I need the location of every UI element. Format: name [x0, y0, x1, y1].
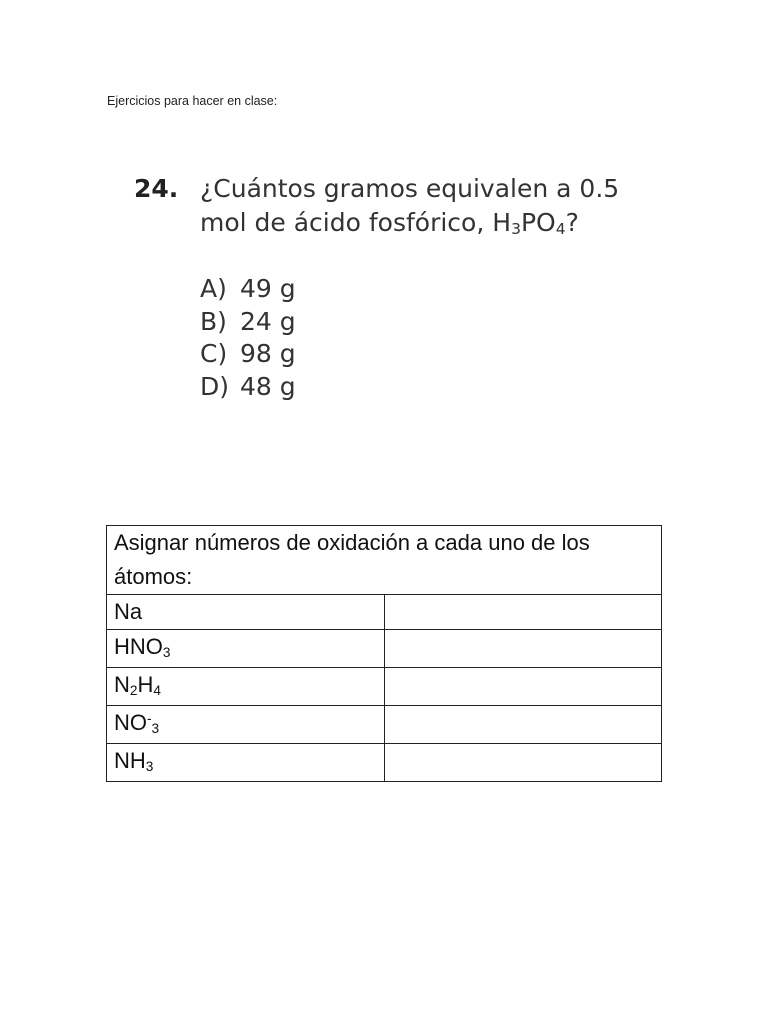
question-24 — [134, 172, 619, 403]
answer-cell[interactable] — [385, 630, 662, 668]
answer-cell[interactable] — [385, 668, 662, 706]
answer-cell[interactable] — [385, 595, 662, 630]
table-row — [107, 706, 662, 744]
formula-cell: $N_2H_4$ — [107, 668, 385, 706]
option-a: A) 49 g — [200, 274, 296, 303]
question-text-line2: mol de ácido fosfórico, — [200, 208, 493, 237]
question-text-line1: ¿Cuántos gramos equivalen a 0.5 — [200, 174, 620, 203]
question-line-1 — [134, 172, 619, 206]
oxidation-table — [106, 525, 662, 782]
table-row — [107, 744, 662, 782]
intro-text: Ejercicios para hacer en clase: — [107, 94, 278, 108]
formula-cell: $NO^-_3$ — [107, 706, 385, 744]
formula-cell: $HNO_3$ — [107, 630, 385, 668]
table-row — [107, 630, 662, 668]
option-b: B) 24 g — [200, 306, 296, 336]
phosphoric-acid-formula: $H_3PO_4$ — [492, 208, 566, 239]
answer-options — [134, 273, 619, 403]
question-line-2: mol de ácido fosfórico, $H_3PO_4$? — [200, 208, 579, 239]
table-header-row — [107, 526, 662, 595]
formula-cell: $NH_3$ — [107, 744, 385, 782]
table-row — [107, 668, 662, 706]
formula-cell: Na — [107, 595, 385, 630]
answer-cell[interactable] — [385, 706, 662, 744]
option-c: C) 98 g — [200, 339, 296, 368]
answer-cell[interactable] — [385, 744, 662, 782]
table-row — [107, 595, 662, 630]
question-number: 24. — [134, 174, 179, 203]
option-d: D) 48 g — [200, 371, 296, 401]
table-header: Asignar números de oxidación a cada uno de los átomos: — [107, 526, 662, 595]
